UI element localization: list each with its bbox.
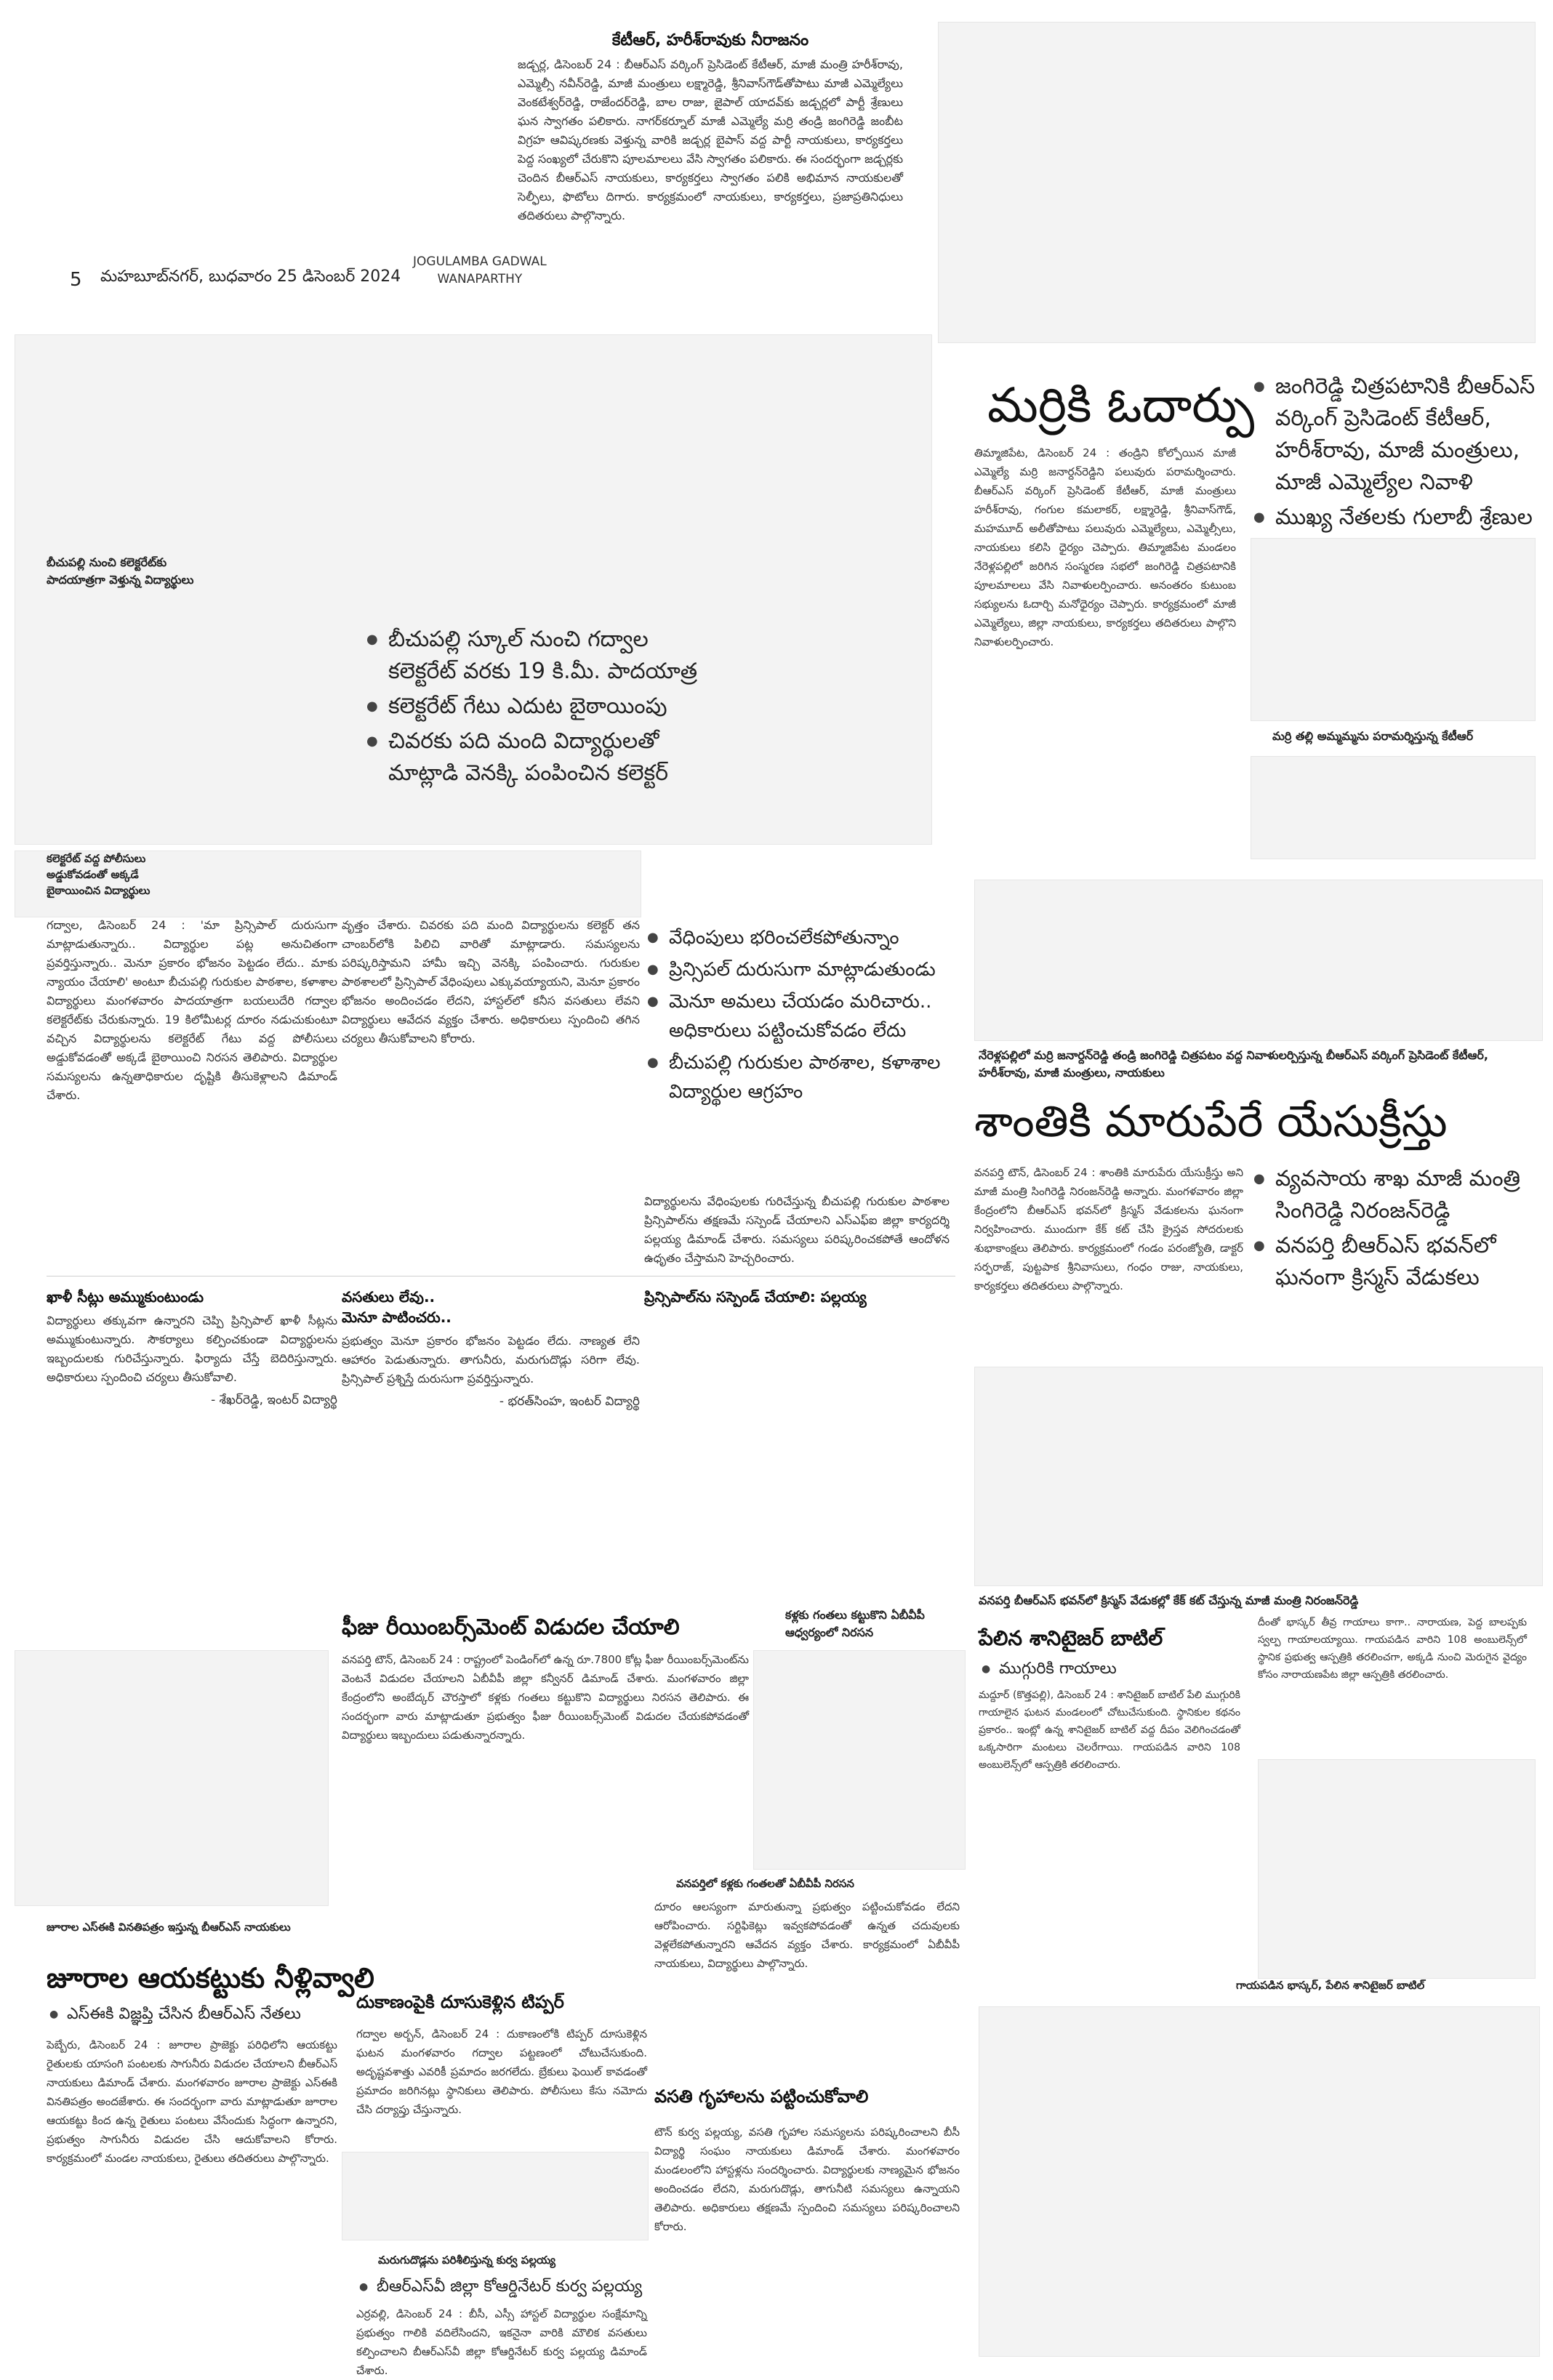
edition-line-1: JOGULAMBA GADWAL xyxy=(413,254,547,269)
photo-ktr-tribute xyxy=(1251,756,1536,859)
box-no-facilities xyxy=(342,1287,640,1412)
photo-ktr-marri-family xyxy=(938,22,1536,343)
padayatra-body-col2: వృత్తం చేశారు. చివరకు పది మంది విద్యార్థులను కలెక్టర్ తన చాంబర్‌లోకి పిలిచి వారితో మాట్లాడారు. సమస్యలను పరిష్కరిస్తామని హామీ ఇచ్చి వెనక్కి పంపించారు. గురుకుల పాఠశాలలో ప్రిన్సిపాల్ వేధింపులు ఎక్కువయ్యాయని, మెనూ ప్రకారం భోజనం అందించడం లేదని, హాస్టల్‌లో కనీస వసతులు లేవని విద్యార్థులు ఆవేదన వ్యక్తం చేశారు. అధికారులు స్పందించి తగిన చర్యలు తీసుకోవాలని కోరారు. xyxy=(342,918,640,1045)
shanti-bullet-1: ● వ్యవసాయ శాఖ మాజీ మంత్రి సింగిరెడ్డి నిరంజన్‌రెడ్డి xyxy=(1251,1163,1534,1227)
article-title: కేటీఆర్, హరీశ్‌రావుకు నీరాజనం xyxy=(611,31,809,49)
shanti-photo-caption: నేరెళ్లపల్లిలో మర్రి జనార్దన్‌రెడ్డి తండ్రి జంగిరెడ్డి చిత్రపటం వద్ద నివాళులర్పిస్తున్న బీఆర్ఎస్ వర్కింగ్ ప్రెసిడెంట్ కేటీఆర్, హరీశ్‌రావు, మాజీ మంత్రులు, నాయకులు xyxy=(979,1048,1488,1080)
headline-marri: మర్రికి ఓదార్పు xyxy=(987,377,1255,433)
shanti-bullet-2: ● వనపర్తి బీఆర్ఎస్ భవన్‌లో ఘనంగా క్రిస్మస్ వేడుకలు xyxy=(1251,1230,1534,1294)
sanitizer-body: మద్దూర్ (కొత్తపల్లి), డిసెంబర్ 24 : శానిటైజర్ బాటిల్ పేలి ముగ్గురికి గాయాలైన ఘటన మండలంలో చోటుచేసుకుంది. స్థానికుల కథనం ప్రకారం.. ఇంట్లో ఉన్న శానిటైజర్ బాటిల్ వద్ద దీపం వెలిగించడంతో ఒక్కసారిగా మంటలు చెలరేగాయి. గాయపడిన వారిని 108 అంబులెన్స్‌లో ఆస్పత్రికి తరలించారు. xyxy=(979,1689,1240,1771)
box-empty-seats xyxy=(47,1287,337,1410)
box-title: ప్రిన్సిపాల్‌ను సస్పెండ్ చేయాలి: పల్లయ్య xyxy=(644,1288,867,1306)
shanti-body: వనపర్తి టౌన్, డిసెంబర్ 24 : శాంతికి మారుపేరు యేసుక్రీస్తు అని మాజీ మంత్రి సింగిరెడ్డి నిరంజన్‌రెడ్డి అన్నారు. మంగళవారం జిల్లా కేంద్రంలోని బీఆర్ఎస్ భవన్‌లో క్రిస్మస్ వేడుకలను ఘనంగా నిర్వహించారు. ముందుగా కేక్ కట్ చేసి క్రైస్తవ సోదరులకు శుభాకాంక్షలు తెలిపారు. కార్యక్రమంలో గండం పరంజ్యోతి, డాక్టర్ సర్ఫరాజ్, పుట్టపాక శ్రీనివాసులు, గంధం రాజు, నాయకులు, కార్యకర్తలు తదితరులు పాల్గొన్నారు. xyxy=(974,1166,1243,1292)
padayatra-side-bullets xyxy=(644,923,950,1109)
headline-fee: ఫీజు రీయింబర్స్‌మెంట్ విడుదల చేయాలి xyxy=(342,1615,680,1640)
jurala-body: పెబ్బేరు, డిసెంబర్ 24 : జూరాల ప్రాజెక్టు పరిధిలోని ఆయకట్టు రైతులకు యాసంగి పంటలకు సాగునీరు విడుదల చేయాలని బీఆర్ఎస్ నాయకులు డిమాండ్ చేశారు. మంగళవారం జూరాల ప్రాజెక్టు ఎస్ఈకి వినతిపత్రం అందజేశారు. ఈ సందర్భంగా వారు మాట్లాడుతూ జూరాల ఆయకట్టు కింద ఉన్న రైతులు పంటలు వేసేందుకు సిద్ధంగా ఉన్నారని, ప్రభుత్వం సాగునీరు విడుదల చేసి ఆదుకోవాలని కోరారు. కార్యక్రమంలో మండల నాయకులు, రైతులు తదితరులు పాల్గొన్నారు. xyxy=(47,2038,337,2165)
marri-body: తిమ్మాజిపేట, డిసెంబర్ 24 : తండ్రిని కోల్పోయిన మాజీ ఎమ్మెల్యే మర్రి జనార్దన్‌రెడ్డిని పలువురు పరామర్శించారు. బీఆర్ఎస్ వర్కింగ్ ప్రెసిడెంట్ కేటీఆర్, మాజీ మంత్రులు హరీశ్‌రావు, గంగుల కమలాకర్, లక్ష్మారెడ్డి, శ్రీనివాస్‌గౌడ్, మహమూద్ అలీతోపాటు పలువురు ఎమ్మెల్యేలు, ఎమ్మెల్సీలు, నాయకులు కలిసి ధైర్యం చెప్పారు. తిమ్మాజిపేట మండలం నేరెళ్లపల్లిలో జరిగిన సంస్మరణ సభలో జంగిరెడ్డి చిత్రపటానికి పూలమాలలు వేసి నివాళులర్పించారు. అనంతరం కుటుంబ సభ్యులను ఓదార్చి మనోధైర్యం చెప్పారు. కార్యక్రమంలో మాజీ ఎమ్మెల్యేలు, జిల్లా నాయకులు, కార్యకర్తలు తదితరులు పాల్గొని నివాళులర్పించారు. xyxy=(974,446,1236,648)
headline-jurala: జూరాల ఆయకట్టుకు నీళ్లివ్వాలి xyxy=(47,1962,374,1994)
box-title: వసతులు లేవు.. xyxy=(342,1288,436,1306)
shanti-bullets xyxy=(1251,1163,1534,1297)
vasati-body: టౌన్‌ కుర్వ పల్లయ్య, వసతి గృహాల సమస్యలను పరిష్కరించాలని బీసీ విద్యార్థి సంఘం నాయకులు డిమాండ్ చేశారు. మంగళవారం మండలంలోని హాస్టళ్లను సందర్శించారు. విద్యార్థులకు నాణ్యమైన భోజనం అందించడం లేదని, మరుగుదొడ్లు, తాగునీటి సమస్యలు ఉన్నాయని తెలిపారు. అధికారులు తక్షణమే స్పందించి సమస్యలు పరిష్కరించాలని కోరారు. xyxy=(654,2126,960,2233)
box-suspend-principal xyxy=(644,1287,950,1307)
kurva-bullet-1: ● బీఆర్ఎస్‌వీ జిల్లా కోఆర్డినేటర్ కుర్వ పల్లయ్య xyxy=(356,2275,662,2299)
padayatra-side-bullet-3: ● మెనూ అమలు చేయడం మరిచారు.. అధికారులు పట్టించుకోవడం లేదు xyxy=(644,987,950,1045)
padayatra-body-col3: విద్యార్థులను వేధింపులకు గురిచేస్తున్న బీచుపల్లి గురుకుల పాఠశాల ప్రిన్సిపాల్‌ను తక్షణమే సస్పెండ్ చేయాలని ఎస్ఎఫ్ఐ జిల్లా కార్యదర్శి పల్లయ్య డిమాండ్ చేశారు. సమస్యలు పరిష్కరించకపోతే ఆందోళన ఉధృతం చేస్తామని హెచ్చరించారు. xyxy=(644,1194,950,1265)
box-credit: - భరత్‌సింహ, ఇంటర్ విద్యార్థి xyxy=(499,1394,640,1409)
padayatra-side-bullet-2: ● ప్రిన్సిపల్ దురుసుగా మాట్లాడుతుండు xyxy=(644,955,950,984)
photo-marri-mother xyxy=(1251,538,1536,721)
edition-block xyxy=(413,253,547,288)
sanitizer-bullet-1: ● ముగ్గురికి గాయాలు xyxy=(979,1657,1255,1681)
headline-vasati: వసతి గృహాలను పట్టించుకోవాలి xyxy=(654,2086,869,2107)
article-body: జడ్చర్ల, డిసెంబర్ 24 : బీఆర్ఎస్ వర్కింగ్ ప్రెసిడెంట్ కేటీఆర్, మాజీ మంత్రి హరీశ్‌రావు, ఎమ్మెల్సీ నవీన్‌రెడ్డి, మాజీ మంత్రులు లక్ష్మారెడ్డి, శ్రీనివాస్‌గౌడ్‌తోపాటు మాజీ ఎమ్మెల్యేలు వెంకటేశ్వర్‌రెడ్డి, రాజేందర్‌రెడ్డి, బాల రాజు, జైపాల్ యాదవ్‌కు జడ్చర్లలో పార్టీ శ్రేణులు ఘన స్వాగతం పలికారు. నాగర్‌కర్నూల్ మాజీ ఎమ్మెల్యే మర్రి తండ్రి జంగిరెడ్డి జంబీట విగ్రహ ఆవిష్కరణకు వెళ్తున్న వారికి జడ్చర్ల బైపాస్ వద్ద పార్టీ నాయకులు, కార్యకర్తలు పెద్ద సంఖ్యలో చేరుకొని పూలమాలలు వేసి స్వాగతం పలికారు. ఈ సందర్భంగా జడ్చర్లకు చెందిన బీఆర్ఎస్ నాయకులు, కార్యకర్తలు స్వాగతం పలికి అభిమాన నాయకులతో సెల్ఫీలు, ఫొటోలు దిగారు. కార్యక్రమంలో నాయకులు, కార్యకర్తలు, ప్రజాప్రతినిధులు తదితరులు పాల్గొన్నారు. xyxy=(518,57,903,222)
kurva-bullets xyxy=(356,2275,662,2301)
kurva-body: ఎర్రవల్లి, డిసెంబర్ 24 : బీసీ, ఎస్సీ హాస్టల్ విద్యార్థుల సంక్షేమాన్ని ప్రభుత్వం గాలికి వదిలేసిందని, ఇకనైనా వారికి మౌలిక వసతులు కల్పించాలని బీఆర్ఎస్‌వీ జిల్లా కోఆర్డినేటర్ కుర్వ పల్లయ్య డిమాండ్ చేశారు. xyxy=(356,2307,647,2377)
photo-abvp-protest xyxy=(753,1650,966,1870)
fee-body-2: దూరం ఆలస్యంగా మారుతున్నా ప్రభుత్వం పట్టించుకోవడం లేదని ఆరోపించారు. సర్టిఫికెట్లు ఇవ్వకపోవడంతో ఉన్నత చదువులకు వెళ్లలేకపోతున్నారని ఆవేదన వ్యక్తం చేశారు. కార్యక్రమంలో ఏబీవీపీ నాయకులు, విద్యార్థులు పాల్గొన్నారు. xyxy=(654,1900,960,1970)
marri-photo-caption: మర్రి తల్లి అమ్మమ్మను పరామర్శిస్తున్న కేటీఆర్ xyxy=(1272,729,1474,743)
headline-tipper: దుకాణంపైకి దూసుకెళ్లిన టిప్పర్ xyxy=(356,1992,564,2012)
padayatra-bullets xyxy=(364,624,713,792)
kurva-photo-caption: మరుగుదొడ్లను పరిశీలిస్తున్న కుర్వ పల్లయ్య xyxy=(378,2254,556,2267)
photo-sanitizer-bottle xyxy=(979,2006,1540,2357)
box-credit: - శేఖర్‌రెడ్డి, ఇంటర్ విద్యార్థి xyxy=(211,1393,337,1407)
shanti-photo-caption-2: వనపర్తి బీఆర్ఎస్ భవన్‌లో క్రిస్మస్ వేడుకల్లో కేక్ కట్ చేస్తున్న మాజీ మంత్రి నిరంజన్‌రెడ్డి xyxy=(979,1593,1359,1607)
marri-bullet-1: ● జంగిరెడ్డి చిత్రపటానికి బీఆర్ఎస్ వర్కింగ్ ప్రెసిడెంట్ కేటీఆర్, హరీశ్‌రావు, మాజీ మంత్రులు, మాజీ ఎమ్మెల్యేల నివాళి xyxy=(1251,371,1541,499)
sanitizer-body-2: దీంతో భాస్కర్ తీవ్ర గాయాలు కాగా.. నారాయణ, పెద్ద బాలప్పకు స్వల్ప గాయాలయ్యాయి. గాయపడిన వారిని 108 అంబులెన్స్‌లో స్థానిక ప్రభుత్వ ఆస్పత్రికి తరలించగా, అక్కడి నుంచి మెరుగైన వైద్యం కోసం నారాయణపేట జిల్లా ఆస్పత్రికి తరలించారు. xyxy=(1258,1617,1527,1681)
fee-side-caption: కళ్లకు గంతలు కట్టుకొని ఏబీవీపీ ఆధ్వర్యంలో నిరసన xyxy=(785,1608,925,1639)
photo-jurala xyxy=(15,1650,329,1906)
photo-injured xyxy=(1258,1759,1536,1979)
tipper-body: గద్వాల అర్బన్, డిసెంబర్ 24 : దుకాణంలోకి టిప్పర్ దూసుకెళ్లిన ఘటన మంగళవారం గద్వాల పట్టణంలో చోటుచేసుకుంది. అదృష్టవశాత్తు ఎవరికీ ప్రమాదం జరగలేదు. బ్రేకులు ఫెయిల్ కావడంతో ప్రమాదం జరిగినట్లు స్థానికులు తెలిపారు. పోలీసులు కేసు నమోదు చేసి దర్యాప్తు చేస్తున్నారు. xyxy=(356,2027,647,2116)
fee-photo-caption: వనపర్తిలో కళ్లకు గంతలతో ఏబీవీపీ నిరసన xyxy=(676,1877,854,1890)
padayatra-body-col1: గద్వాల, డిసెంబర్ 24 : 'మా ప్రిన్సిపాల్ దురుసుగా మాట్లాడుతున్నారు.. విద్యార్థుల పట్ల అనుచితంగా ప్రవర్తిస్తున్నారు.. మెనూ ప్రకారం భోజనం పెట్టడం లేదు.. మాకు న్యాయం చేయాలి' అంటూ బీచుపల్లి గురుకుల పాఠశాల, కళాశాల విద్యార్థులు మంగళవారం పాదయాత్రగా బయలుదేరి గద్వాల కలెక్టరేట్‌కు చేరుకున్నారు. 19 కిలోమీటర్ల దూరం నడుచుకుంటూ వచ్చిన విద్యార్థులను కలెక్టరేట్ గేటు వద్ద పోలీసులు అడ్డుకోవడంతో అక్కడే బైఠాయించి నిరసన తెలిపారు. విద్యార్థుల సమస్యలను ఉన్నతాధికారుల దృష్టికి తీసుకెళ్లాలని డిమాండ్ చేశారు. xyxy=(47,918,337,1102)
photo-tipper xyxy=(342,2152,649,2240)
headline-sanitizer: పేలిన శానిటైజర్ బాటిల్ xyxy=(979,1626,1163,1650)
box-subtitle: మెనూ పాటించరు.. xyxy=(342,1308,452,1326)
padayatra-side-bullet-1: ● వేధింపులు భరించలేకపోతున్నాం xyxy=(644,923,950,952)
box-body: విద్యార్థులు తక్కువగా ఉన్నారని చెప్పి ప్రిన్సిపాల్ ఖాళీ సీట్లను అమ్ముకుంటున్నారు. సౌకర్యాలు కల్పించకుండా విద్యార్థులను ఇబ్బందులకు గురిచేస్తున్నారు. ఫిర్యాదు చేస్తే బెదిరిస్తున్నారు. అధికారులు స్పందించి చర్యలు తీసుకోవాలి. xyxy=(47,1314,337,1384)
padayatra-side-bullet-4: ● బీచుపల్లి గురుకుల పాఠశాల, కళాశాల విద్యార్థుల ఆగ్రహం xyxy=(644,1048,950,1106)
headline-shanti: శాంతికి మారుపేరే యేసుక్రీస్తు xyxy=(974,1096,1448,1147)
jurala-photo-caption: జూరాల ఎస్ఈకి వినతిపత్రం ఇస్తున్న బీఆర్ఎస్ నాయకులు xyxy=(47,1921,291,1934)
edition-line-2: WANAPARTHY xyxy=(437,272,523,286)
collectorate-photo-caption: కలెక్టరేట్ వద్ద పోలీసులు అడ్డుకోవడంతో అక్కడే బైఠాయించిన విద్యార్థులు xyxy=(47,852,151,897)
photo-cake-cutting xyxy=(974,1367,1543,1586)
page-number: 5 xyxy=(70,269,82,291)
padayatra-photo-caption: బీచుపల్లి నుంచి కలెక్టరేట్‌కు పాదయాత్రగా వెళ్తున్న విద్యార్థులు xyxy=(47,555,194,587)
date-line: మహబూబ్‌నగర్, బుధవారం 25 డిసెంబర్ 2024 xyxy=(100,268,401,286)
box-body: ప్రభుత్వం మెనూ ప్రకారం భోజనం పెట్టడం లేదు. నాణ్యత లేని ఆహారం పెడుతున్నారు. తాగునీరు, మరుగుదొడ్లు సరిగా లేవు. ప్రిన్సిపాల్ ప్రశ్నిస్తే దురుసుగా ప్రవర్తిస్తున్నారు. xyxy=(342,1334,640,1386)
photo-christmas xyxy=(974,880,1543,1041)
fee-body: వనపర్తి టౌన్, డిసెంబర్ 24 : రాష్ట్రంలో పెండింగ్‌లో ఉన్న రూ.7800 కోట్ల ఫీజు రీయింబర్స్‌మెంట్‌ను వెంటనే విడుదల చేయాలని ఏబీవీపీ జిల్లా కన్వీనర్ డిమాండ్ చేశారు. మంగళవారం జిల్లా కేంద్రంలోని అంబేద్కర్ చౌరస్తాలో కళ్లకు గంతలు కట్టుకొని విద్యార్థులు నిరసన తెలిపారు. ఈ సందర్భంగా వారు మాట్లాడుతూ ప్రభుత్వం ఫీజు రీయింబర్స్‌మెంట్ విడుదల చేయకపోవడంతో విద్యార్థులు ఇబ్బందులు పడుతున్నారన్నారు. xyxy=(342,1653,749,1742)
padayatra-bullet-2: ● కలెక్టరేట్ గేటు ఎదుట బైఠాయింపు xyxy=(364,691,713,723)
box-title: ఖాళీ సీట్లు అమ్ముకుంటుండు xyxy=(47,1288,204,1306)
article-ktr-welcome xyxy=(518,31,903,225)
divider xyxy=(47,1276,955,1277)
padayatra-bullet-3: ● చివరకు పది మంది విద్యార్థులతో మాట్లాడి వెనక్కి పంపించిన కలెక్టర్ xyxy=(364,725,713,789)
marri-bullet-2: ● ముఖ్య నేతలకు గులాబీ శ్రేణుల xyxy=(1251,502,1541,566)
padayatra-bullet-1: ● బీచుపల్లి స్కూల్ నుంచి గద్వాల కలెక్టరేట్ వరకు 19 కి.మీ. పాదయాత్ర xyxy=(364,624,713,688)
sanitizer-photo-caption: గాయపడిన భాస్కర్, పేలిన శానిటైజర్ బాటిల్ xyxy=(1236,1979,1425,1992)
jurala-bullet-1: ● ఎస్ఈకి విజ్ఞప్తి చేసిన బీఆర్ఎస్ నేతలు xyxy=(47,2003,454,2026)
sanitizer-bullets xyxy=(979,1657,1255,1684)
